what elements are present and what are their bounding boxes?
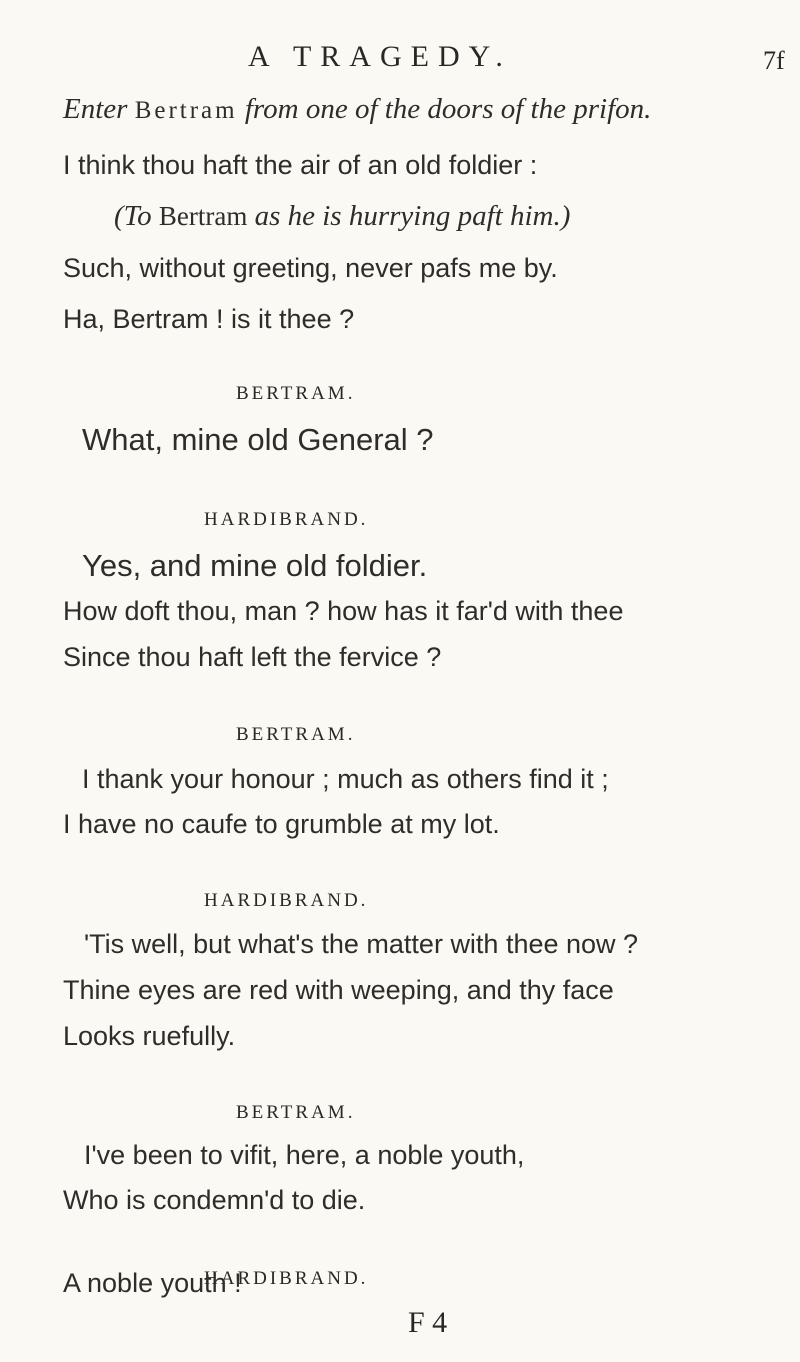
stage-direction-enter xyxy=(63,93,651,126)
stage-enter-word: Enter xyxy=(63,93,128,125)
speaker-name: BERTRAM. xyxy=(236,383,356,404)
verse-line: I have no caufe to grumble at my lot. xyxy=(63,809,500,839)
verse-line: I thank your honour ; much as others find it ; xyxy=(82,764,609,794)
stage-enter-rest: from one of the doors of the prifon. xyxy=(244,93,652,125)
verse-line: 'Tis well, but what's the matter with thee now ? xyxy=(84,929,639,959)
speaker-name: HARDIBRAND. xyxy=(204,1268,369,1289)
verse-line: Ha, Bertram ! is it thee ? xyxy=(63,304,355,334)
stage-aside-open: (To xyxy=(114,200,152,232)
speaker-name: HARDIBRAND. xyxy=(204,509,369,530)
page-number: 7f xyxy=(763,46,785,75)
verse-line: I've been to vifit, here, a noble youth, xyxy=(84,1140,525,1170)
stage-aside-name: Bertram xyxy=(158,201,248,231)
verse-line: Since thou haft left the fervice ? xyxy=(63,642,442,672)
speaker-name: BERTRAM. xyxy=(236,724,356,745)
verse-line: I think thou haft the air of an old foldier : xyxy=(63,150,538,180)
verse-line: Such, without greeting, never pafs me by. xyxy=(63,253,558,283)
verse-line: Looks ruefully. xyxy=(63,1021,236,1051)
printer-signature: F 4 xyxy=(408,1306,448,1339)
verse-line: Thine eyes are red with weeping, and thy face xyxy=(63,975,614,1005)
speaker-name: BERTRAM. xyxy=(236,1102,356,1123)
running-header-title: A TRAGEDY. xyxy=(248,40,512,73)
verse-line: How doft thou, man ? how has it far'd with thee xyxy=(63,596,624,626)
verse-line: What, mine old General ? xyxy=(82,422,434,457)
verse-line: A noble youth ! xyxy=(63,1268,242,1298)
stage-aside-rest: as he is hurrying paft him.) xyxy=(254,200,571,232)
speaker-name: HARDIBRAND. xyxy=(204,890,369,911)
verse-line: Who is condemn'd to die. xyxy=(63,1185,366,1215)
verse-line: Yes, and mine old foldier. xyxy=(82,548,428,583)
stage-direction-aside xyxy=(114,200,570,233)
stage-character-name: Bertram xyxy=(134,97,238,124)
